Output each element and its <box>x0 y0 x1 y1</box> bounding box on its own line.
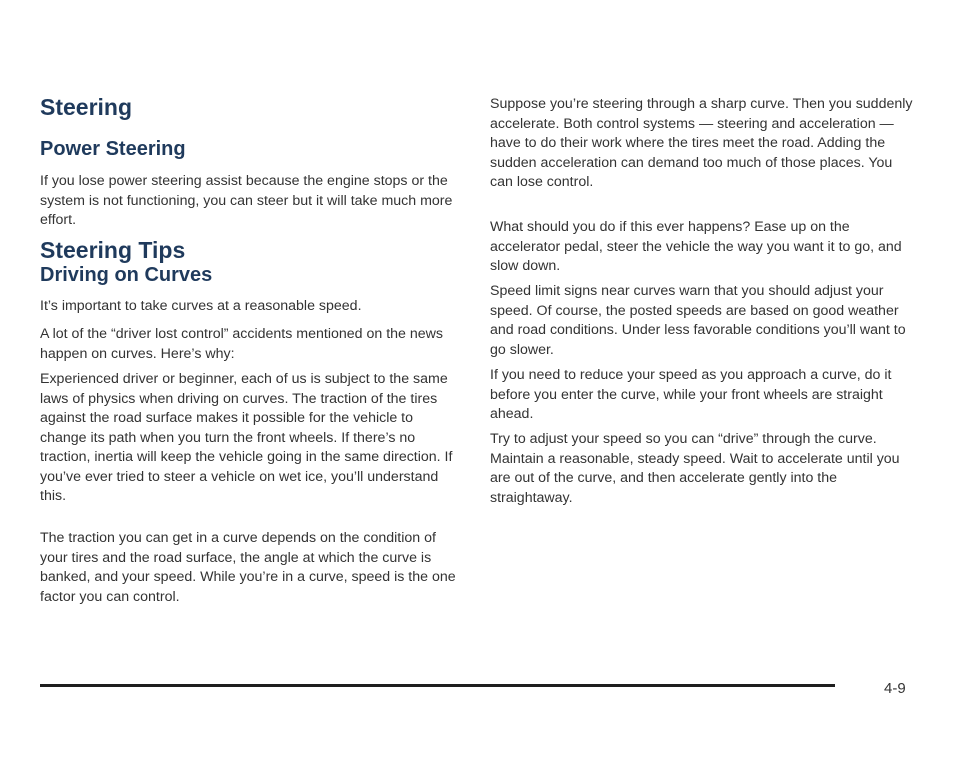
subheading-power-steering: Power Steering <box>40 138 186 160</box>
subheading-driving-on-curves: Driving on Curves <box>40 264 213 286</box>
section-heading-steering-tips: Steering Tips <box>40 237 186 263</box>
section-heading-steering: Steering <box>40 94 133 120</box>
curves-paragraph-3: Experienced driver or beginner, each of us is subject to the same laws of physics when driving on curves. The traction of the tires against the road surface makes it possible for the vehicle to change its path when you turn the front wheels. If there’s no traction, inertia will keep the vehicle going in the same direction. If you’ve ever tried to steer a vehicle on wet ice, you’ll understand this. <box>40 371 453 504</box>
curves-paragraph-1: It’s important to take curves at a reasonable speed. <box>40 298 362 314</box>
right-paragraph-5: Try to adjust your speed so you can “drive” through the curve. Maintain a reasonable, steady speed. Wait to accelerate until you are out of the curve, and then accelerate gently into the straightaway. <box>490 431 900 506</box>
right-paragraph-1: Suppose you’re steering through a sharp curve. Then you suddenly accelerate. Both control systems — steering and acceleration — have to do their work where the tires meet the road. Adding the sudden acceleration can demand too much of those places. You can lose control. <box>490 96 913 190</box>
right-paragraph-2: What should you do if this ever happens? Ease up on the accelerator pedal, steer the vehicle the way you want it to go, and slow down. <box>490 219 902 274</box>
right-paragraph-4: If you need to reduce your speed as you approach a curve, do it before you enter the curve, while your front wheels are straight ahead. <box>490 367 892 422</box>
right-paragraph-3: Speed limit signs near curves warn that you should adjust your speed. Of course, the posted speeds are based on good weather and road conditions. Under less favorable conditions you’ll want to go slower. <box>490 283 906 358</box>
power-steering-paragraph: If you lose power steering assist because the engine stops or the system is not functioning, you can steer but it will take much more effort. <box>40 173 453 228</box>
curves-paragraph-4: The traction you can get in a curve depends on the condition of your tires and the road surface, the angle at which the curve is banked, and your speed. While you’re in a curve, speed is the one factor you can control. <box>40 530 456 605</box>
page-number: 4-9 <box>884 680 906 697</box>
curves-paragraph-2: A lot of the “driver lost control” accidents mentioned on the news happen on curves. Here’s why: <box>40 326 443 362</box>
footer-rule <box>40 684 835 687</box>
